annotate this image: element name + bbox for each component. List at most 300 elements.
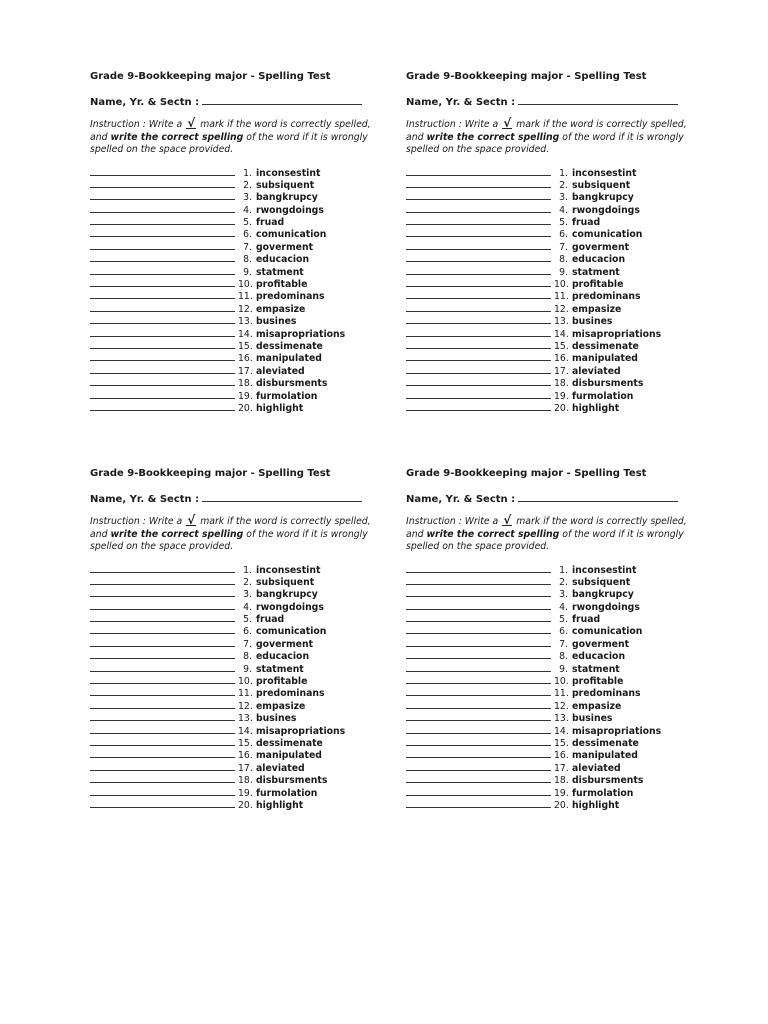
word-list-item xyxy=(90,204,375,216)
answer-blank-line[interactable] xyxy=(406,352,551,361)
word-list-item xyxy=(90,663,375,675)
answer-blank-line[interactable] xyxy=(90,588,235,597)
answer-blank-line[interactable] xyxy=(406,601,551,610)
item-number: 2. xyxy=(243,576,252,588)
answer-blank-line[interactable] xyxy=(406,290,551,299)
item-number: 5. xyxy=(559,614,568,626)
item-word: aleviated xyxy=(256,762,305,774)
word-list-item xyxy=(90,216,375,228)
word-list-item xyxy=(90,712,375,724)
answer-blank-line[interactable] xyxy=(406,588,551,597)
answer-blank-line[interactable] xyxy=(90,638,235,647)
answer-blank-line[interactable] xyxy=(90,290,235,299)
instruction-part1: Instruction : Write a xyxy=(406,516,502,527)
word-list-item xyxy=(406,576,691,588)
item-word: highlight xyxy=(256,402,304,414)
item-number: 16. xyxy=(238,353,253,365)
name-blank-line[interactable] xyxy=(202,492,362,502)
item-word: inconsestint xyxy=(572,167,637,179)
answer-blank-line[interactable] xyxy=(406,266,551,275)
item-word: manipulated xyxy=(572,353,638,365)
item-word: fruad xyxy=(572,614,601,626)
answer-blank-line[interactable] xyxy=(406,638,551,647)
item-word: statment xyxy=(256,663,304,675)
word-list-item xyxy=(90,700,375,712)
answer-blank-line[interactable] xyxy=(90,625,235,634)
item-number: 12. xyxy=(238,700,253,712)
item-word: subsiquent xyxy=(572,179,631,191)
item-word: subsiquent xyxy=(256,179,315,191)
item-word: disbursments xyxy=(256,378,328,390)
answer-blank-line[interactable] xyxy=(90,377,235,386)
answer-blank-line[interactable] xyxy=(406,625,551,634)
item-number: 9. xyxy=(559,266,568,278)
answer-blank-line[interactable] xyxy=(406,650,551,659)
answer-blank-line[interactable] xyxy=(406,365,551,374)
item-word: inconsestint xyxy=(572,564,637,576)
answer-blank-line[interactable] xyxy=(406,328,551,337)
answer-blank-line[interactable] xyxy=(406,564,551,573)
instruction-bold: write the correct spelling xyxy=(110,131,244,143)
item-number: 13. xyxy=(238,316,253,328)
word-list-item xyxy=(406,340,691,352)
answer-blank-line[interactable] xyxy=(90,601,235,610)
instruction-bold: write the correct spelling xyxy=(426,528,560,540)
test-title: Grade 9-Bookkeeping major - Spelling Test xyxy=(90,71,331,82)
answer-blank-line[interactable] xyxy=(406,390,551,399)
instruction-part3: of the word if it is wrongly spelled on the space provided. xyxy=(406,131,684,155)
word-list-item xyxy=(90,799,375,811)
item-number: 16. xyxy=(554,353,569,365)
answer-blank-line[interactable] xyxy=(406,167,551,176)
word-list-item xyxy=(406,390,691,402)
item-word: statment xyxy=(256,266,304,278)
word-list-item xyxy=(90,352,375,364)
item-number: 8. xyxy=(559,254,568,266)
spelling-test-top-left xyxy=(90,70,375,414)
item-word: dessimenate xyxy=(256,340,323,352)
answer-blank-line[interactable] xyxy=(90,787,235,796)
item-number: 13. xyxy=(238,713,253,725)
word-list-item xyxy=(90,749,375,761)
answer-blank-line[interactable] xyxy=(406,675,551,684)
name-field xyxy=(406,492,691,505)
item-word: misapropriations xyxy=(572,725,662,737)
item-word: furmolation xyxy=(256,390,318,402)
item-number: 11. xyxy=(554,688,569,700)
answer-blank-line[interactable] xyxy=(90,167,235,176)
name-blank-line[interactable] xyxy=(518,95,678,105)
answer-blank-line[interactable] xyxy=(90,402,235,411)
word-list-item xyxy=(406,315,691,327)
answer-blank-line[interactable] xyxy=(90,564,235,573)
instruction-text xyxy=(90,515,375,554)
answer-blank-line[interactable] xyxy=(90,737,235,746)
word-list-item xyxy=(90,340,375,352)
word-list-item xyxy=(406,191,691,203)
word-list-item xyxy=(406,290,691,302)
answer-blank-line[interactable] xyxy=(406,303,551,312)
instruction-part2: mark if the word is correctly spelled, and xyxy=(406,516,687,540)
name-field xyxy=(90,492,375,505)
item-number: 2. xyxy=(559,576,568,588)
test-title: Grade 9-Bookkeeping major - Spelling Test xyxy=(90,468,331,479)
answer-blank-line[interactable] xyxy=(90,241,235,250)
item-number: 20. xyxy=(238,799,253,811)
instruction-part1: Instruction : Write a xyxy=(90,516,186,527)
answer-blank-line[interactable] xyxy=(90,216,235,225)
answer-blank-line[interactable] xyxy=(406,787,551,796)
item-word: empasize xyxy=(256,303,306,315)
answer-blank-line[interactable] xyxy=(90,762,235,771)
item-number: 16. xyxy=(238,750,253,762)
item-word: bangkrupcy xyxy=(256,192,318,204)
answer-blank-line[interactable] xyxy=(406,204,551,213)
word-list-item xyxy=(90,290,375,302)
item-number: 18. xyxy=(238,378,253,390)
answer-blank-line[interactable] xyxy=(90,725,235,734)
item-word: aleviated xyxy=(572,762,621,774)
check-mark-icon: √ xyxy=(187,116,196,130)
item-number: 10. xyxy=(554,279,569,291)
answer-blank-line[interactable] xyxy=(90,390,235,399)
item-word: educacion xyxy=(572,254,626,266)
instruction-bold: write the correct spelling xyxy=(426,131,560,143)
answer-blank-line[interactable] xyxy=(90,191,235,200)
item-word: profitable xyxy=(256,279,308,291)
item-word: goverment xyxy=(256,638,314,650)
item-word: subsiquent xyxy=(256,576,315,588)
word-list-item xyxy=(406,749,691,761)
answer-blank-line[interactable] xyxy=(90,576,235,585)
item-word: furmolation xyxy=(256,787,318,799)
answer-blank-line[interactable] xyxy=(406,576,551,585)
item-word: busines xyxy=(572,316,613,328)
answer-blank-line[interactable] xyxy=(90,278,235,287)
item-word: highlight xyxy=(572,799,620,811)
word-list-item xyxy=(90,638,375,650)
item-word: furmolation xyxy=(572,787,634,799)
instruction-part1: Instruction : Write a xyxy=(406,119,502,130)
word-list-item xyxy=(406,204,691,216)
instruction-part2: mark if the word is correctly spelled, and xyxy=(90,119,371,143)
word-list xyxy=(406,564,691,812)
item-number: 14. xyxy=(238,725,253,737)
item-number: 12. xyxy=(238,303,253,315)
check-mark-icon: √ xyxy=(187,513,196,527)
item-number: 11. xyxy=(238,688,253,700)
item-word: bangkrupcy xyxy=(572,192,634,204)
answer-blank-line[interactable] xyxy=(406,737,551,746)
item-word: goverment xyxy=(572,241,630,253)
word-list-item xyxy=(90,762,375,774)
word-list-item xyxy=(90,315,375,327)
item-word: manipulated xyxy=(256,353,322,365)
word-list-item xyxy=(406,650,691,662)
item-number: 20. xyxy=(554,799,569,811)
word-list-item xyxy=(406,588,691,600)
instruction-text xyxy=(406,515,691,554)
item-number: 4. xyxy=(243,601,252,613)
item-number: 16. xyxy=(554,750,569,762)
item-number: 5. xyxy=(559,217,568,229)
answer-blank-line[interactable] xyxy=(406,179,551,188)
word-list-item xyxy=(406,700,691,712)
answer-blank-line[interactable] xyxy=(90,328,235,337)
item-number: 11. xyxy=(238,291,253,303)
item-number: 19. xyxy=(554,787,569,799)
item-word: fruad xyxy=(256,217,285,229)
word-list-item xyxy=(406,675,691,687)
word-list xyxy=(406,167,691,415)
item-number: 6. xyxy=(243,229,252,241)
word-list-item xyxy=(406,328,691,340)
item-number: 19. xyxy=(238,390,253,402)
instruction-part3: of the word if it is wrongly spelled on the space provided. xyxy=(90,528,368,552)
item-word: profitable xyxy=(572,279,624,291)
item-word: inconsestint xyxy=(256,167,321,179)
item-word: fruad xyxy=(256,614,285,626)
word-list-item xyxy=(90,675,375,687)
item-number: 20. xyxy=(554,402,569,414)
answer-blank-line[interactable] xyxy=(406,315,551,324)
item-word: aleviated xyxy=(572,365,621,377)
answer-blank-line[interactable] xyxy=(406,663,551,672)
item-number: 15. xyxy=(238,340,253,352)
answer-blank-line[interactable] xyxy=(90,613,235,622)
item-number: 7. xyxy=(559,241,568,253)
word-list-item xyxy=(90,228,375,240)
item-word: misapropriations xyxy=(572,328,662,340)
item-number: 1. xyxy=(243,167,252,179)
instruction-text xyxy=(90,118,375,157)
word-list-item xyxy=(406,774,691,786)
item-number: 18. xyxy=(238,775,253,787)
word-list-item xyxy=(90,564,375,576)
word-list-item xyxy=(406,228,691,240)
item-number: 10. xyxy=(238,279,253,291)
item-number: 7. xyxy=(559,638,568,650)
word-list-item xyxy=(406,278,691,290)
word-list-item xyxy=(406,377,691,389)
word-list xyxy=(90,564,375,812)
answer-blank-line[interactable] xyxy=(90,352,235,361)
word-list-item xyxy=(406,253,691,265)
item-number: 10. xyxy=(554,676,569,688)
item-number: 8. xyxy=(559,651,568,663)
answer-blank-line[interactable] xyxy=(90,700,235,709)
answer-blank-line[interactable] xyxy=(406,762,551,771)
instruction-part2: mark if the word is correctly spelled, and xyxy=(406,119,687,143)
item-word: highlight xyxy=(572,402,620,414)
name-label: Name, Yr. & Sectn : xyxy=(406,494,516,505)
answer-blank-line[interactable] xyxy=(406,687,551,696)
item-number: 13. xyxy=(554,713,569,725)
word-list-item xyxy=(90,303,375,315)
item-word: bangkrupcy xyxy=(572,589,634,601)
word-list-item xyxy=(90,253,375,265)
word-list-item xyxy=(90,365,375,377)
item-word: fruad xyxy=(572,217,601,229)
item-number: 17. xyxy=(238,365,253,377)
answer-blank-line[interactable] xyxy=(90,712,235,721)
answer-blank-line[interactable] xyxy=(406,216,551,225)
item-number: 1. xyxy=(243,564,252,576)
item-word: empasize xyxy=(572,700,622,712)
item-number: 12. xyxy=(554,700,569,712)
item-word: statment xyxy=(572,663,620,675)
item-number: 14. xyxy=(238,328,253,340)
answer-blank-line[interactable] xyxy=(406,340,551,349)
answer-blank-line[interactable] xyxy=(406,241,551,250)
word-list-item xyxy=(90,613,375,625)
item-number: 15. xyxy=(238,737,253,749)
answer-blank-line[interactable] xyxy=(406,774,551,783)
word-list-item xyxy=(90,588,375,600)
name-label: Name, Yr. & Sectn : xyxy=(90,97,200,108)
word-list-item xyxy=(90,601,375,613)
item-number: 3. xyxy=(243,589,252,601)
item-number: 19. xyxy=(554,390,569,402)
item-word: educacion xyxy=(256,254,310,266)
answer-blank-line[interactable] xyxy=(406,228,551,237)
word-list-item xyxy=(90,191,375,203)
answer-blank-line[interactable] xyxy=(406,712,551,721)
spelling-test-bottom-left xyxy=(90,467,375,811)
answer-blank-line[interactable] xyxy=(90,204,235,213)
answer-blank-line[interactable] xyxy=(406,749,551,758)
word-list-item xyxy=(90,266,375,278)
word-list-item xyxy=(406,365,691,377)
answer-blank-line[interactable] xyxy=(90,266,235,275)
item-number: 2. xyxy=(243,179,252,191)
item-word: rwongdoings xyxy=(572,204,640,216)
answer-blank-line[interactable] xyxy=(406,799,551,808)
answer-blank-line[interactable] xyxy=(90,687,235,696)
answer-blank-line[interactable] xyxy=(90,774,235,783)
word-list-item xyxy=(406,266,691,278)
item-number: 15. xyxy=(554,340,569,352)
item-word: disbursments xyxy=(572,378,644,390)
word-list-item xyxy=(406,179,691,191)
word-list-item xyxy=(90,402,375,414)
word-list-item xyxy=(406,725,691,737)
item-word: misapropriations xyxy=(256,725,346,737)
word-list-item xyxy=(406,167,691,179)
item-number: 4. xyxy=(243,204,252,216)
answer-blank-line[interactable] xyxy=(406,278,551,287)
name-blank-line[interactable] xyxy=(518,492,678,502)
word-list-item xyxy=(406,638,691,650)
item-word: comunication xyxy=(572,229,643,241)
item-number: 3. xyxy=(243,192,252,204)
item-word: subsiquent xyxy=(572,576,631,588)
item-word: comunication xyxy=(256,229,327,241)
item-number: 6. xyxy=(243,626,252,638)
answer-blank-line[interactable] xyxy=(90,749,235,758)
word-list-item xyxy=(406,564,691,576)
item-number: 13. xyxy=(554,316,569,328)
word-list-item xyxy=(406,712,691,724)
instruction-part2: mark if the word is correctly spelled, and xyxy=(90,516,371,540)
answer-blank-line[interactable] xyxy=(90,675,235,684)
answer-blank-line[interactable] xyxy=(90,365,235,374)
item-number: 18. xyxy=(554,378,569,390)
item-word: dessimenate xyxy=(572,737,639,749)
name-field xyxy=(90,95,375,108)
answer-blank-line[interactable] xyxy=(90,179,235,188)
answer-blank-line[interactable] xyxy=(90,315,235,324)
answer-blank-line[interactable] xyxy=(90,303,235,312)
word-list-item xyxy=(90,328,375,340)
answer-blank-line[interactable] xyxy=(406,377,551,386)
word-list-item xyxy=(90,377,375,389)
item-word: profitable xyxy=(256,676,308,688)
item-word: manipulated xyxy=(256,750,322,762)
item-word: busines xyxy=(572,713,613,725)
instruction-part3: of the word if it is wrongly spelled on the space provided. xyxy=(90,131,368,155)
word-list-item xyxy=(406,737,691,749)
spelling-test-bottom-right xyxy=(406,467,691,811)
item-word: predominans xyxy=(572,688,641,700)
item-word: educacion xyxy=(572,651,626,663)
answer-blank-line[interactable] xyxy=(90,228,235,237)
item-number: 17. xyxy=(238,762,253,774)
item-number: 10. xyxy=(238,676,253,688)
answer-blank-line[interactable] xyxy=(406,613,551,622)
answer-blank-line[interactable] xyxy=(90,650,235,659)
answer-blank-line[interactable] xyxy=(90,340,235,349)
answer-blank-line[interactable] xyxy=(406,191,551,200)
answer-blank-line[interactable] xyxy=(90,253,235,262)
item-word: goverment xyxy=(256,241,314,253)
instruction-part1: Instruction : Write a xyxy=(90,119,186,130)
item-number: 9. xyxy=(243,266,252,278)
answer-blank-line[interactable] xyxy=(406,700,551,709)
word-list-item xyxy=(90,650,375,662)
test-title: Grade 9-Bookkeeping major - Spelling Test xyxy=(406,71,647,82)
item-number: 3. xyxy=(559,192,568,204)
word-list-item xyxy=(90,241,375,253)
word-list-item xyxy=(406,787,691,799)
item-word: predominans xyxy=(256,291,325,303)
word-list-item xyxy=(90,725,375,737)
item-word: predominans xyxy=(256,688,325,700)
item-number: 6. xyxy=(559,626,568,638)
item-number: 11. xyxy=(554,291,569,303)
item-number: 8. xyxy=(243,651,252,663)
word-list-item xyxy=(90,625,375,637)
word-list xyxy=(90,167,375,415)
answer-blank-line[interactable] xyxy=(406,402,551,411)
item-number: 4. xyxy=(559,204,568,216)
item-word: furmolation xyxy=(572,390,634,402)
spelling-test-top-right xyxy=(406,70,691,414)
item-word: manipulated xyxy=(572,750,638,762)
answer-blank-line[interactable] xyxy=(406,725,551,734)
answer-blank-line[interactable] xyxy=(90,663,235,672)
answer-blank-line[interactable] xyxy=(406,253,551,262)
answer-blank-line[interactable] xyxy=(90,799,235,808)
item-word: disbursments xyxy=(572,775,644,787)
word-list-item xyxy=(90,787,375,799)
item-word: dessimenate xyxy=(572,340,639,352)
instruction-text xyxy=(406,118,691,157)
item-number: 5. xyxy=(243,614,252,626)
item-number: 14. xyxy=(554,328,569,340)
item-word: profitable xyxy=(572,676,624,688)
name-blank-line[interactable] xyxy=(202,95,362,105)
